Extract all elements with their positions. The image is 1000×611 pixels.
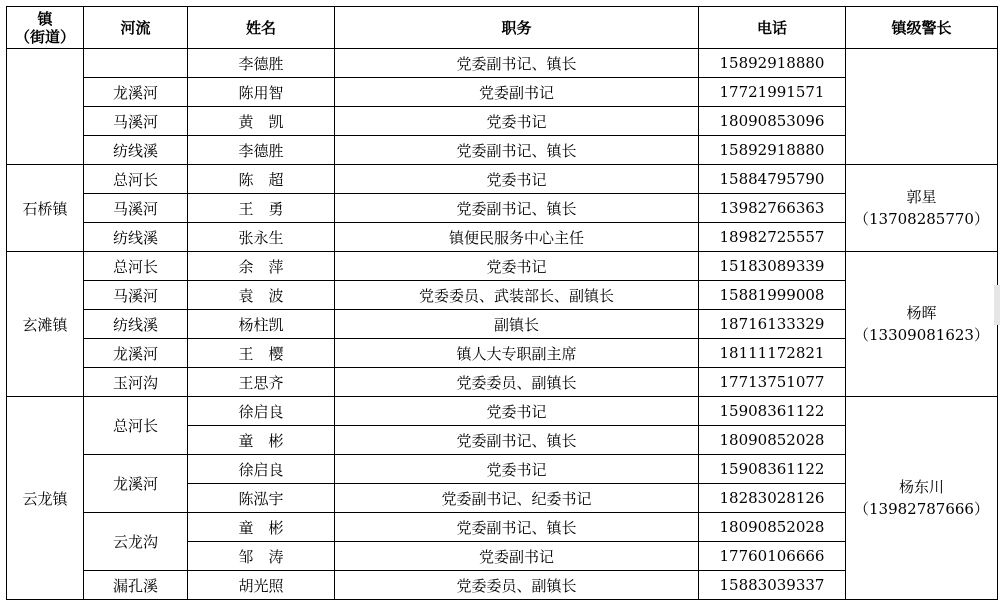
name-cell: 童 彬	[188, 426, 335, 455]
police-phone: （13708285770）	[854, 210, 989, 228]
name-cell: 童 彬	[188, 513, 335, 542]
phone-cell: 18090852028	[699, 513, 846, 542]
police-cell-top	[846, 49, 998, 165]
page-edge-scroll-hint	[994, 285, 1000, 325]
police-cell-xuantan	[846, 252, 998, 397]
phone-cell: 18982725557	[699, 223, 846, 252]
name-cell: 王 勇	[188, 194, 335, 223]
position-cell: 党委副书记、镇长	[335, 49, 699, 78]
phone-cell: 18111172821	[699, 339, 846, 368]
phone-cell: 15881999008	[699, 281, 846, 310]
river-cell: 马溪河	[84, 281, 188, 310]
header-police: 镇级警长	[846, 7, 998, 49]
town-cell-top	[7, 49, 84, 165]
river-cell: 马溪河	[84, 194, 188, 223]
river-chief-table	[6, 6, 998, 600]
river-cell: 纺线溪	[84, 223, 188, 252]
phone-cell: 17713751077	[699, 368, 846, 397]
river-cell: 龙溪河	[84, 339, 188, 368]
phone-cell: 18283028126	[699, 484, 846, 513]
police-name: 杨晖	[906, 304, 937, 322]
position-cell: 党委委员、副镇长	[335, 368, 699, 397]
phone-cell: 15884795790	[699, 165, 846, 194]
river-cell: 龙溪河	[84, 78, 188, 107]
phone-cell: 18090853096	[699, 107, 846, 136]
town-cell-xuantan: 玄滩镇	[7, 252, 84, 397]
police-cell-yunlong	[846, 397, 998, 600]
position-cell: 党委副书记、纪委书记	[335, 484, 699, 513]
phone-cell: 15908361122	[699, 455, 846, 484]
name-cell: 王思齐	[188, 368, 335, 397]
name-cell: 袁 波	[188, 281, 335, 310]
name-cell: 黄 凯	[188, 107, 335, 136]
position-cell: 党委副书记	[335, 78, 699, 107]
river-cell: 玉河沟	[84, 368, 188, 397]
river-cell: 总河长	[84, 252, 188, 281]
position-cell: 党委委员、武装部长、副镇长	[335, 281, 699, 310]
header-town-line1: 镇	[37, 9, 53, 28]
header-town-line2: （街道）	[14, 27, 75, 46]
table-row	[7, 49, 998, 78]
phone-cell: 13982766363	[699, 194, 846, 223]
river-cell: 总河长	[84, 165, 188, 194]
name-cell: 陈泓宇	[188, 484, 335, 513]
river-cell	[84, 49, 188, 78]
position-cell: 党委委员、副镇长	[335, 571, 699, 600]
phone-cell: 15183089339	[699, 252, 846, 281]
police-phone: （13309081623）	[854, 326, 989, 344]
table-row	[7, 252, 998, 281]
position-cell: 党委书记	[335, 165, 699, 194]
position-cell: 党委书记	[335, 107, 699, 136]
position-cell: 党委书记	[335, 252, 699, 281]
position-cell: 党委副书记、镇长	[335, 136, 699, 165]
name-cell: 李德胜	[188, 136, 335, 165]
river-cell-merged: 总河长	[84, 397, 188, 455]
river-cell-merged: 龙溪河	[84, 455, 188, 513]
position-cell: 镇便民服务中心主任	[335, 223, 699, 252]
position-cell: 党委副书记	[335, 542, 699, 571]
header-town	[7, 7, 84, 49]
name-cell: 陈 超	[188, 165, 335, 194]
name-cell: 张永生	[188, 223, 335, 252]
name-cell: 徐启良	[188, 397, 335, 426]
police-cell-shiqiao	[846, 165, 998, 252]
name-cell: 邹 涛	[188, 542, 335, 571]
phone-cell: 18090852028	[699, 426, 846, 455]
table-row	[7, 397, 998, 426]
name-cell: 李德胜	[188, 49, 335, 78]
name-cell: 王 樱	[188, 339, 335, 368]
header-position: 职务	[335, 7, 699, 49]
police-phone: （13982787666）	[854, 500, 989, 518]
table-header-row	[7, 7, 998, 49]
town-cell-yunlong: 云龙镇	[7, 397, 84, 600]
name-cell: 陈用智	[188, 78, 335, 107]
name-cell: 徐启良	[188, 455, 335, 484]
position-cell: 副镇长	[335, 310, 699, 339]
name-cell: 杨柱凯	[188, 310, 335, 339]
phone-cell: 17721991571	[699, 78, 846, 107]
phone-cell: 17760106666	[699, 542, 846, 571]
name-cell: 余 萍	[188, 252, 335, 281]
phone-cell: 15892918880	[699, 136, 846, 165]
river-cell: 纺线溪	[84, 310, 188, 339]
table-row	[7, 165, 998, 194]
phone-cell: 15883039337	[699, 571, 846, 600]
police-name: 杨东川	[898, 478, 944, 496]
river-cell-merged: 云龙沟	[84, 513, 188, 571]
position-cell: 党委书记	[335, 397, 699, 426]
name-cell: 胡光照	[188, 571, 335, 600]
phone-cell: 15892918880	[699, 49, 846, 78]
position-cell: 镇人大专职副主席	[335, 339, 699, 368]
position-cell: 党委书记	[335, 455, 699, 484]
river-cell: 纺线溪	[84, 136, 188, 165]
position-cell: 党委副书记、镇长	[335, 194, 699, 223]
position-cell: 党委副书记、镇长	[335, 426, 699, 455]
position-cell: 党委副书记、镇长	[335, 513, 699, 542]
header-name: 姓名	[188, 7, 335, 49]
town-cell-shiqiao: 石桥镇	[7, 165, 84, 252]
phone-cell: 15908361122	[699, 397, 846, 426]
phone-cell: 18716133329	[699, 310, 846, 339]
header-river: 河流	[84, 7, 188, 49]
river-cell: 漏孔溪	[84, 571, 188, 600]
police-name: 郭星	[906, 188, 937, 206]
river-cell: 马溪河	[84, 107, 188, 136]
header-phone: 电话	[699, 7, 846, 49]
